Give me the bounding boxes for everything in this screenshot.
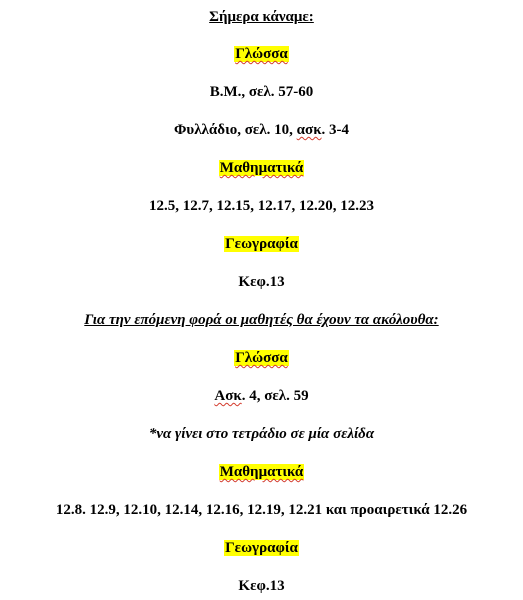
done-language-line-2 bbox=[0, 121, 523, 139]
done-language-line-2-part-b: ασκ bbox=[296, 122, 322, 138]
next-geography-label: Γεωγραφία bbox=[225, 540, 298, 556]
next-heading bbox=[0, 311, 523, 329]
done-geography-line-text: Κεφ.13 bbox=[238, 274, 285, 290]
done-geography-line bbox=[0, 273, 523, 291]
done-language-line-1 bbox=[0, 83, 523, 101]
done-geography-label: Γεωγραφία bbox=[225, 236, 298, 252]
next-language-note-text: *να γίνει στο τετράδιο σε μία σελίδα bbox=[148, 426, 375, 442]
next-geography-line bbox=[0, 577, 523, 595]
next-language-line-1-part-b: . 4, σελ. 59 bbox=[241, 388, 309, 404]
done-heading bbox=[0, 8, 523, 26]
next-math-line bbox=[0, 501, 523, 519]
done-language-subject bbox=[0, 45, 523, 63]
done-language-line-1-text: Β.Μ., σελ. 57-60 bbox=[209, 84, 314, 100]
next-geography-line-text: Κεφ.13 bbox=[238, 578, 285, 594]
done-math-line bbox=[0, 197, 523, 215]
done-math-subject bbox=[0, 159, 523, 177]
next-language-line-1 bbox=[0, 387, 523, 405]
next-math-line-text: 12.8. 12.9, 12.10, 12.14, 12.16, 12.19, 12.21 και προαιρετικά 12.26 bbox=[55, 502, 468, 518]
done-math-label: Μαθηματικά bbox=[219, 160, 304, 176]
next-geography-subject bbox=[0, 539, 523, 557]
next-language-subject bbox=[0, 349, 523, 367]
done-language-line-2-part-a: Φυλλάδιο, σελ. 10, bbox=[173, 122, 297, 138]
done-math-line-text: 12.5, 12.7, 12.15, 12.17, 12.20, 12.23 bbox=[149, 198, 374, 214]
next-language-label: Γλώσσα bbox=[235, 350, 288, 366]
next-language-line-1-part-a: Ασκ bbox=[214, 388, 242, 404]
next-math-label: Μαθηματικά bbox=[219, 464, 304, 480]
next-math-subject bbox=[0, 463, 523, 481]
done-language-label: Γλώσσα bbox=[235, 46, 288, 62]
next-language-note bbox=[0, 425, 523, 443]
next-heading-text: Για την επόμενη φορά οι μαθητές θα έχουν τα ακόλουθα: bbox=[84, 312, 439, 328]
done-heading-text: Σήμερα κάναμε: bbox=[209, 9, 314, 25]
done-geography-subject bbox=[0, 235, 523, 253]
done-language-line-2-part-c: . 3-4 bbox=[321, 122, 350, 138]
